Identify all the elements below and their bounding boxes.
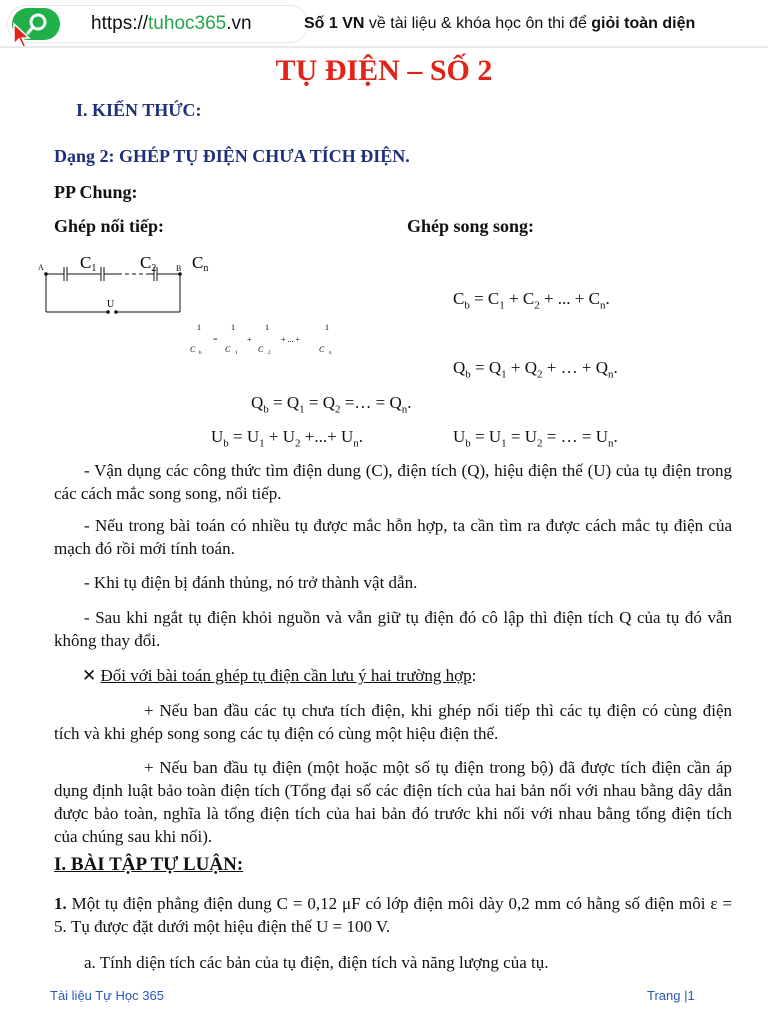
paragraph-mixed-circuit: - Nếu trong bài toán có nhiều tụ được mắc hỗn hợp, ta cần tìm ra được cách mắc tụ điện của mạch đó rồi mới tính toán.: [54, 516, 732, 558]
page-title: TỤ ĐIỆN – SỐ 2: [275, 54, 493, 87]
c1-label: C1: [80, 253, 97, 274]
paragraph-apply-formulas: - Vận dụng các công thức tìm điện dung (C), điện tích (Q), hiệu điện thế (U) của tụ điện trong các cách mắc song song, nối tiếp.: [54, 461, 732, 503]
svg-text:1: 1: [231, 323, 235, 332]
site-header: [0, 0, 768, 52]
node-b-label: B: [176, 264, 182, 273]
case-uncharged: + Nếu ban đầu các tụ chưa tích điện, khi ghép nối tiếp thì các tụ điện có cùng điện tích và khi ghép song song các tụ điện có cùng một hiệu điện thế.: [54, 701, 732, 743]
svg-text:+: +: [247, 335, 252, 344]
node-a-label: A: [38, 263, 44, 272]
cn-label: Cn: [192, 253, 209, 274]
voltage-label: U: [107, 299, 115, 310]
svg-text:2: 2: [268, 351, 271, 356]
parallel-voltage-formula: $U_b = U_1 = U_2$ = … = $U_n$.: [453, 427, 618, 450]
problem-1: 1. Một tụ điện phẳng điện dung C = 0,12 μF có lớp điện môi dày 0,2 mm có hằng số điện môi ε = 5. Tụ được đặt dưới một hiệu điện thế U = 100 V.: [54, 894, 732, 936]
svg-text:1: 1: [197, 323, 201, 332]
section-exercises-heading: I. BÀI TẬP TỰ LUẬN:: [54, 854, 244, 875]
site-url[interactable]: https://tuhoc365.vn: [91, 13, 252, 34]
svg-text:=: =: [213, 335, 218, 344]
paragraph-isolated-charge: - Sau khi ngắt tụ điện khỏi nguồn và vẫn giữ tụ điện đó cô lập thì điện tích Q của tụ đó vẫn không thay đổi.: [54, 608, 732, 650]
parallel-capacitance-formula: $C_b = C_1 + C_2$ + ... + $C_n$.: [453, 289, 610, 312]
svg-text:1: 1: [235, 351, 238, 356]
svg-text:n: n: [329, 351, 332, 356]
site-tagline: Số 1 VN về tài liệu & khóa học ôn thi để giỏi toàn diện: [304, 15, 696, 32]
cursor-icon: [10, 22, 40, 48]
series-circuit-diagram: [36, 250, 236, 320]
parallel-charge-formula: $Q_b = Q_1 + Q_2$ + … + $Q_n$.: [453, 358, 618, 381]
type-heading: Dạng 2: GHÉP TỤ ĐIỆN CHƯA TÍCH ĐIỆN.: [54, 146, 410, 166]
method-heading: PP Chung:: [54, 182, 138, 202]
note-line: ✕ Đối với bài toán ghép tụ điện cần lưu ý hai trường hợp:: [82, 666, 477, 685]
svg-text:C: C: [258, 345, 264, 354]
svg-text:1: 1: [265, 323, 269, 332]
note-mark-icon: ✕: [82, 666, 97, 685]
svg-text:+ ... +: + ... +: [281, 335, 301, 344]
case-precharged: + Nếu ban đầu tụ điện (một hoặc một số tụ điện trong bộ) đã được tích điện cần áp dụng định luật bảo toàn điện tích (Tổng đại số các điện tích của hai bản nối với nhau bằng dây dẫn được bảo toàn, nghĩa là tổng điện tích của hai bản đó trước khi nối với nhau bằng tổng điện tích của chúng sau khi nối).: [54, 758, 732, 846]
series-capacitance-formula: [185, 320, 345, 360]
footer-source: Tài liệu Tự Học 365: [50, 988, 164, 1003]
paragraph-breakdown: - Khi tụ điện bị đánh thủng, nó trở thành vật dẫn.: [84, 573, 418, 592]
c2-label: C2: [140, 253, 157, 274]
problem-1-number: 1.: [54, 894, 67, 913]
series-heading: Ghép nối tiếp:: [54, 216, 165, 236]
series-charge-formula: $Q_b = Q_1 = Q_2$ =… = $Q_n$.: [251, 393, 412, 416]
parallel-heading: Ghép song song:: [407, 216, 535, 236]
svg-text:1: 1: [325, 323, 329, 332]
note-title: Đối với bài toán ghép tụ điện cần lưu ý hai trường hợp: [100, 666, 472, 685]
svg-text:C: C: [225, 345, 231, 354]
svg-text:C: C: [319, 345, 325, 354]
svg-text:C: C: [190, 345, 196, 354]
footer-page-number: Trang |1: [647, 988, 695, 1003]
problem-1a: a. Tính diện tích các bản của tụ điện, điện tích và năng lượng của tụ.: [84, 953, 549, 972]
svg-text:b: b: [199, 351, 202, 356]
series-voltage-formula: $U_b = U_1 + U_2$ +...+ $U_n$.: [211, 427, 363, 450]
section-knowledge-heading: I. KIẾN THỨC:: [76, 100, 202, 120]
header-divider: [0, 46, 768, 48]
